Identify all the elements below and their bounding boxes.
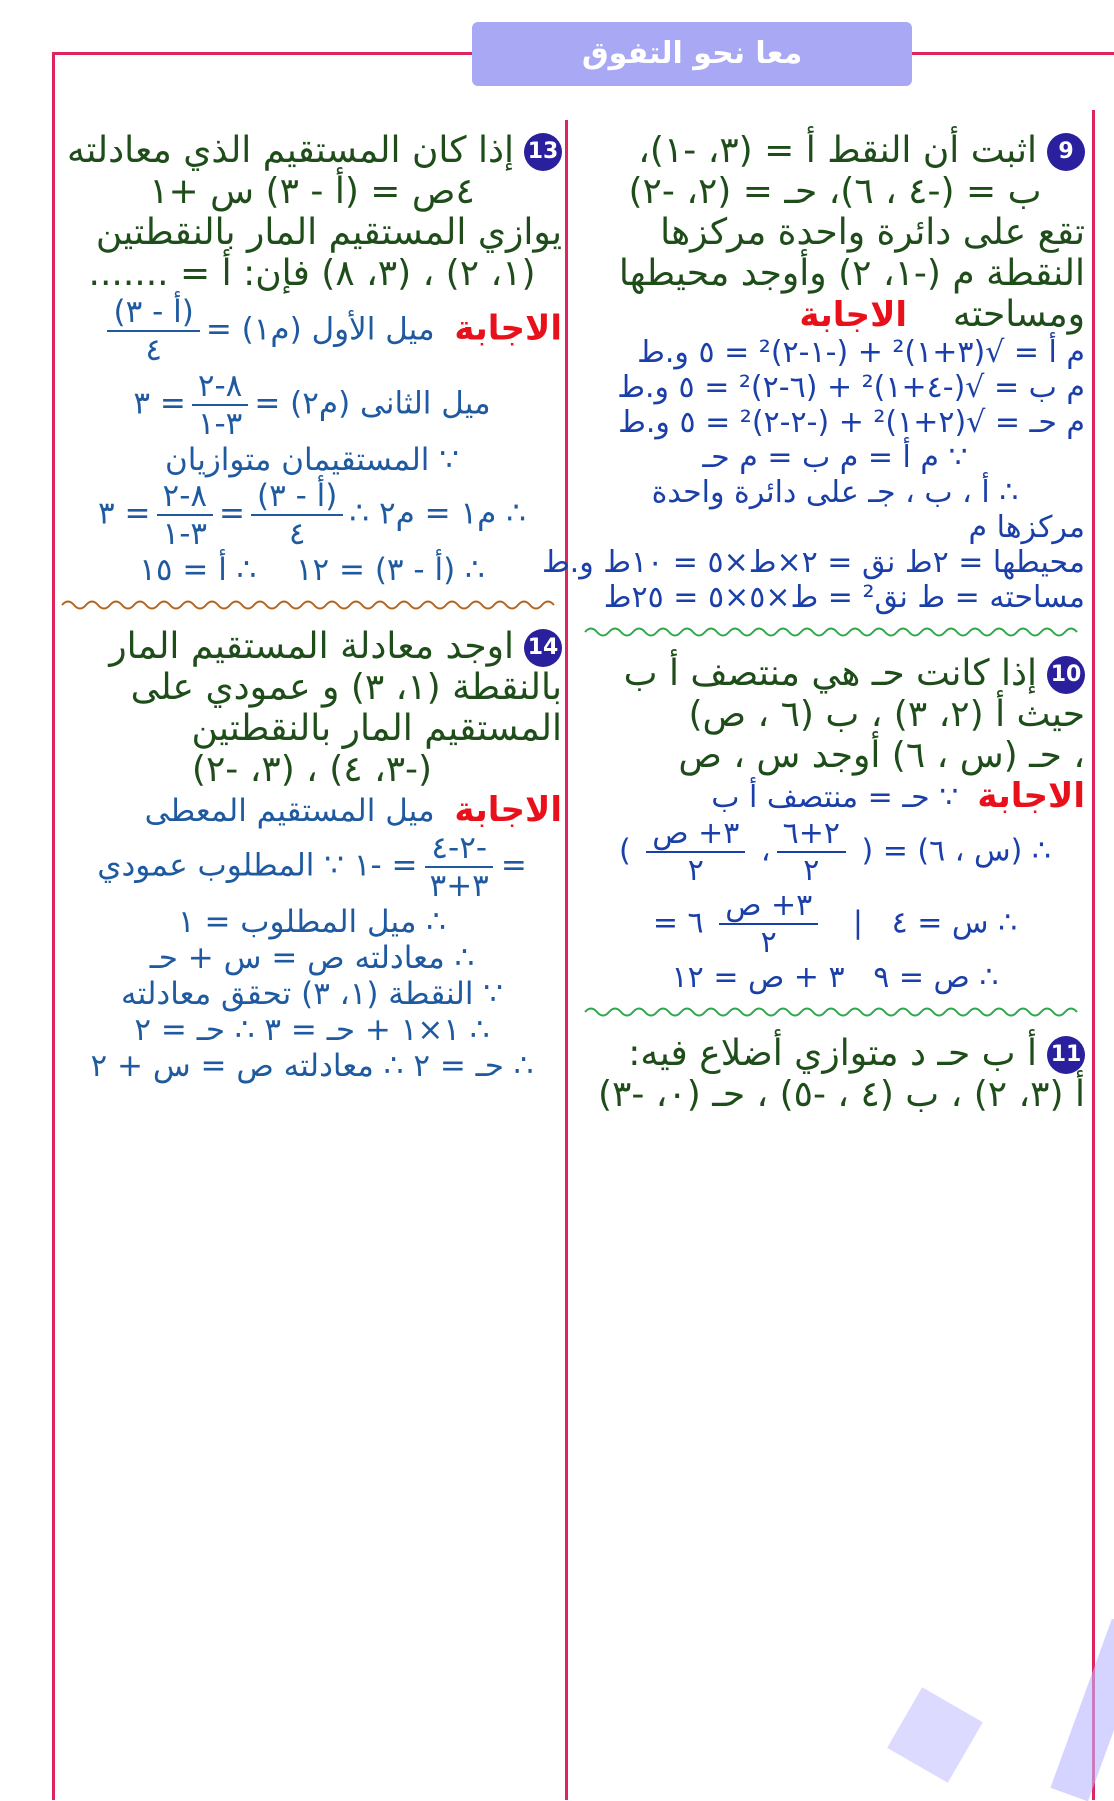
solution-line: ∴ أ = ١٥ [139, 552, 257, 588]
solution-line: ∵ النقطة (١، ٣) تحقق معادلته [120, 976, 504, 1012]
top-border-left [52, 52, 472, 55]
q13-line: إذا كان المستقيم الذي معادلته [67, 130, 514, 171]
q10-line: ، حـ (س ، ٦) أوجد س ، ص [678, 735, 1085, 776]
q9-line: ب = (-٤ ، ٦)، حـ = (٢، -٢) [628, 171, 1042, 212]
q14-line: اوجد معادلة المستقيم المار [109, 626, 514, 667]
q9-line: النقطة م (-١، ٢) وأوجد محيطها [618, 253, 1085, 294]
solution-line: مركزها م [968, 510, 1085, 545]
q14-line: (-٣، ٤) ، (٣، -٢) [191, 749, 433, 790]
solution-line: م ب = √(-٤+١)² + (٦-٢)² = ٥ و.ط [617, 370, 1085, 405]
solution-line: م حـ = √(٢+١)² + (-٢-٢)² = ٥ و.ط [618, 405, 1085, 440]
solution-line: ∴ ميل المطلوب = ١ [177, 904, 447, 940]
decorative-shape [1050, 1619, 1114, 1801]
question-14 [62, 626, 562, 1084]
fraction: $\frac{\text{(أ - ٣)}}{٤}$ [251, 478, 343, 552]
left-border [52, 52, 55, 1800]
wavy-divider [585, 625, 1085, 639]
q10-line: حيث أ (٢، ٣) ، ب (٦ ، ص) [688, 694, 1085, 735]
question-number-9: 9 [1047, 133, 1085, 171]
wavy-divider [62, 598, 562, 612]
banner-title: معا نحو التفوق [472, 22, 912, 86]
solution-line: ∵ حـ = منتصف أ ب [711, 780, 959, 815]
solution-line: = ٣ [98, 495, 151, 532]
fraction: $\frac{-٢-٤}{٣+٣}$ [424, 830, 495, 904]
solution-line: ∴ ١×١ + حـ = ٣ ∴ حـ = ٢ [134, 1012, 490, 1048]
solution-line: ميل الثانى (م٢) = [254, 385, 491, 422]
fraction: $\frac{٢+٦}{٢}$ [777, 816, 846, 888]
solution-line: ) [619, 833, 631, 869]
column-divider [565, 120, 568, 1800]
solution-line: ∵ المستقيمان متوازيان [165, 442, 459, 478]
fraction: $\frac{\text{٣+ ص}}{٢}$ [719, 888, 818, 960]
solution-line: ∴ (أ - ٣) = ١٢ [295, 552, 485, 588]
left-column [62, 130, 562, 1084]
question-number-14: 14 [524, 629, 562, 667]
fraction: $\frac{\text{٣+ ص}}{٢}$ [646, 816, 745, 888]
solution-line: = ٣ [133, 385, 186, 422]
solution-line: ٦ = [652, 905, 704, 941]
solution-line: = [219, 495, 246, 532]
answer-label: الاجابة [799, 295, 908, 335]
q11-line: أ (٣، ٢) ، ب (٤ ، -٥) ، حـ (٠، -٣) [597, 1074, 1085, 1115]
q14-line: بالنقطة (١، ٣) و عمودي على [130, 667, 562, 708]
q9-line: اثبت أن النقط أ = (٣، -١)، [638, 130, 1037, 171]
q13-line: (١، ٢) ، (٣، ٨) فإن: أ = ....... [88, 253, 536, 294]
decorative-shape [887, 1687, 983, 1783]
answer-label: الاجابة [977, 776, 1085, 816]
solution-line: ميل الأول (م١) = [205, 311, 435, 348]
q13-line: ٤ص = (أ - ٣) س +١ [149, 171, 475, 212]
q10-line: إذا كانت حـ هي منتصف أ ب [623, 653, 1037, 694]
question-number-10: 10 [1047, 656, 1085, 694]
answer-label: الاجابة [454, 790, 562, 830]
wavy-divider [585, 1005, 1085, 1019]
q11-line: أ ب حـ د متوازي أضلاع فيه: [628, 1033, 1037, 1074]
question-13 [62, 130, 562, 588]
top-border-right [912, 52, 1114, 55]
solution-line: م أ = √(٣+١)² + (-١-٢)² = ٥ و.ط [637, 335, 1085, 370]
q9-line: تقع على دائرة واحدة مركزها [660, 212, 1085, 253]
solution-line: ∴ (س ، ٦) = ( [861, 833, 1051, 869]
solution-line: ∴ أ ، ب ، جـ على دائرة واحدة [651, 475, 1019, 510]
q13-line: يوازي المستقيم المار بالنقطتين [95, 212, 562, 253]
solution-line: ∴ س = ٤ [891, 905, 1018, 941]
right-border [1092, 110, 1095, 1800]
solution-line: = [500, 847, 527, 884]
solution-line: ∴ م١ = م٢ ∴ [349, 495, 526, 532]
question-10: 10إذا كانت حـ هي منتصف أ ب حيث أ (٢، ٣) ، ب (٦ ، ص) ، حـ (س ، ٦) أوجد س ، ص الاجابة ∵ حـ = منتصف أ ب ∴ (س ، ٦) = ( $\frac{٢+٦}{٢}$ ، $\frac{\text{٣+ ص}}{٢}$ ) ∴ س = ٤ | $\frac{\text{٣+ ص}}{٢}$ ٦ = ∴ ص = ٩ ٣ + ص = ١٢ [585, 653, 1085, 995]
fraction: $\frac{\text{(أ - ٣)}}{٤}$ [107, 294, 199, 368]
question-number-13: 13 [524, 133, 562, 171]
solution-line: ∴ حـ = ٢ ∴ معادلته ص = س + ٢ [90, 1048, 534, 1084]
solution-line: محيطها = ٢ط نق = ٢×ط×٥ = ١٠ط و.ط [541, 545, 1085, 580]
q14-line: المستقيم المار بالنقطتين [191, 708, 562, 749]
q9-line: ومساحته [952, 294, 1085, 335]
solution-line: مساحته = ط نق² = ط×٥×٥ = ٢٥ط [603, 580, 1085, 615]
question-number-11: 11 [1047, 1036, 1085, 1074]
fraction: $\frac{٨-٢}{٣-١}$ [157, 478, 214, 552]
question-11 [585, 1033, 1085, 1115]
answer-label: الاجابة [454, 308, 562, 349]
solution-line: ميل المستقيم المعطى [144, 793, 435, 829]
solution-line: ٣ + ص = ١٢ [671, 960, 845, 995]
solution-line: = -١ ∵ المطلوب عمودي [97, 847, 418, 884]
fraction: $\frac{٨-٢}{٣-١}$ [192, 368, 249, 442]
solution-line: ∴ معادلته ص = س + حـ [149, 940, 475, 976]
solution-line: ∴ ص = ٩ [873, 960, 999, 995]
solution-line: ∵ م أ = م ب = م حـ [702, 440, 968, 475]
